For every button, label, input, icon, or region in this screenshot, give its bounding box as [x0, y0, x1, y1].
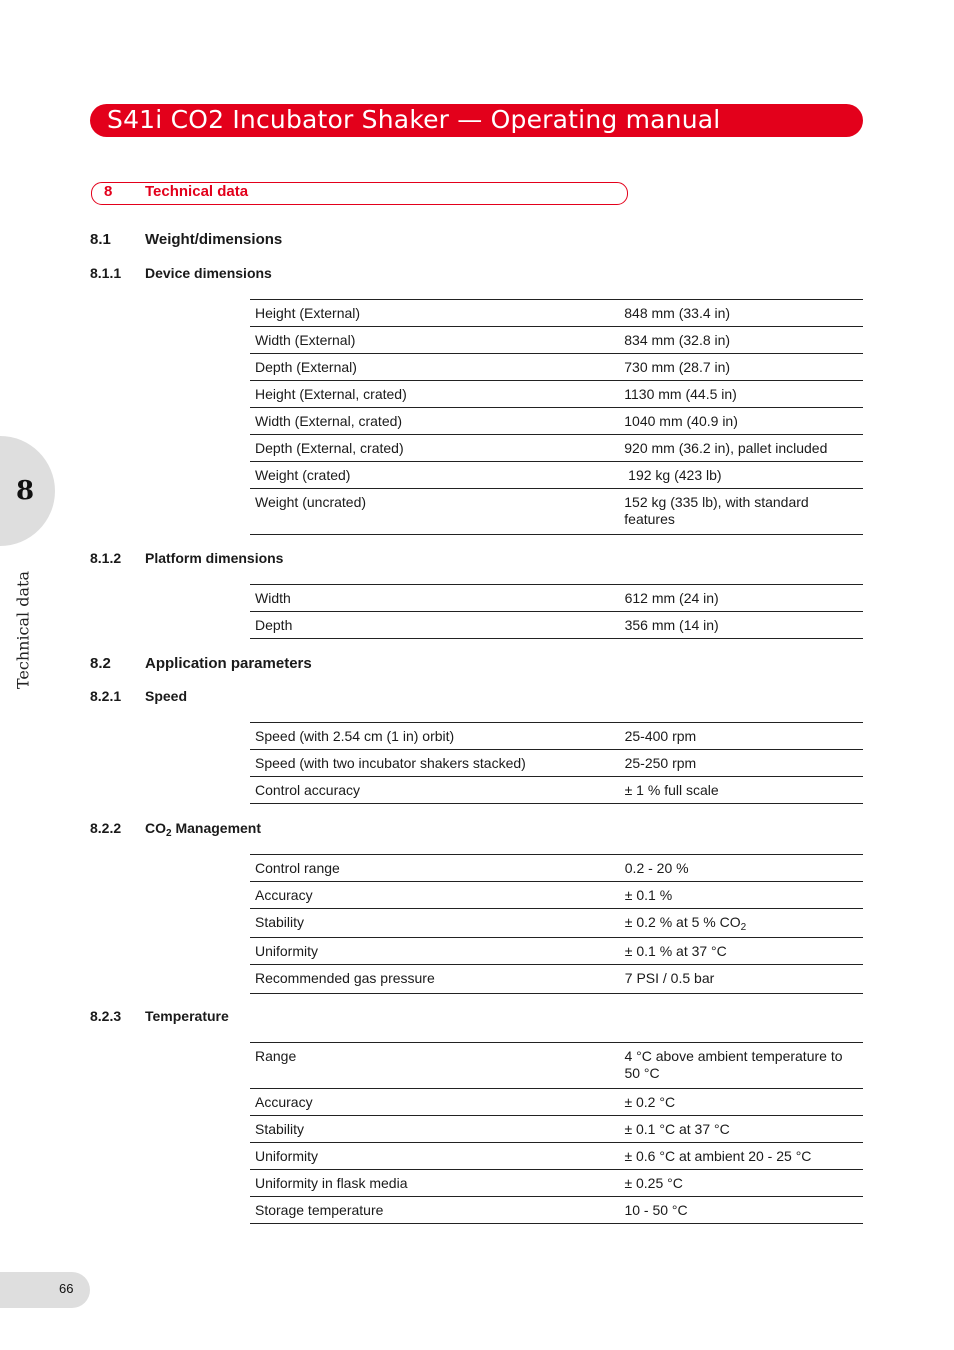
spec-key: Storage temperature: [250, 1197, 615, 1224]
subsection-title: Device dimensions: [145, 265, 272, 281]
title-subscript: 2: [166, 828, 172, 839]
platform-dimensions-table: [250, 584, 863, 639]
spec-key: Control range: [250, 855, 616, 882]
table-row: [250, 882, 863, 909]
spec-value: 0.2 - 20 %: [616, 855, 863, 882]
table-row: [250, 965, 863, 994]
spec-key: Stability: [250, 909, 616, 938]
spec-value: 152 kg (335 lb), with standard features: [615, 489, 863, 535]
spec-value: 612 mm (24 in): [616, 585, 863, 612]
spec-key: Weight (crated): [250, 462, 615, 489]
spec-value: 730 mm (28.7 in): [615, 354, 863, 381]
spec-value: ± 0.6 °C at ambient 20 - 25 °C: [615, 1143, 863, 1170]
spec-key: Uniformity: [250, 938, 616, 965]
spec-value: 1130 mm (44.5 in): [615, 381, 863, 408]
section-number: 8.2: [90, 655, 111, 672]
spec-key: Uniformity: [250, 1143, 615, 1170]
table-row: [250, 909, 863, 938]
spec-value: ± 1 % full scale: [616, 777, 863, 804]
table-row: [250, 1197, 863, 1224]
spec-value: [616, 909, 863, 938]
spec-key: Height (External): [250, 300, 615, 327]
spec-value: ± 0.25 °C: [615, 1170, 863, 1197]
subsection-title: Platform dimensions: [145, 550, 284, 566]
table-row: [250, 489, 863, 535]
spec-value: 1040 mm (40.9 in): [615, 408, 863, 435]
section-title: Application parameters: [145, 655, 312, 672]
spec-key: Weight (uncrated): [250, 489, 615, 535]
spec-value: 10 - 50 °C: [615, 1197, 863, 1224]
table-row: [250, 408, 863, 435]
spec-key: Width (External): [250, 327, 615, 354]
subsection-title: Speed: [145, 688, 188, 704]
value-subscript: 2: [740, 922, 747, 933]
document-title: S41i CO2 Incubator Shaker — Operating manual: [107, 105, 721, 134]
title-text: CO: [145, 820, 166, 836]
page-number: 66: [59, 1281, 74, 1296]
spec-key: Speed (with 2.54 cm (1 in) orbit): [250, 723, 616, 750]
table-row: [250, 435, 863, 462]
co2-management-table: [250, 854, 863, 994]
table-row: [250, 1170, 863, 1197]
spec-key: Accuracy: [250, 1089, 615, 1116]
table-row: [250, 1089, 863, 1116]
table-row: [250, 1116, 863, 1143]
table-row: [250, 381, 863, 408]
table-row: [250, 750, 863, 777]
spec-value: ± 0.1 % at 37 °C: [616, 938, 863, 965]
table-row: [250, 1143, 863, 1170]
spec-key: Depth (External, crated): [250, 435, 615, 462]
table-row: [250, 777, 863, 804]
spec-key: Stability: [250, 1116, 615, 1143]
spec-value: ± 0.2 °C: [615, 1089, 863, 1116]
subsection-title: [145, 820, 261, 837]
spec-key: Depth (External): [250, 354, 615, 381]
table-row: [250, 462, 863, 489]
subsection-number: 8.2.3: [90, 1008, 122, 1024]
side-tab-number: 8: [16, 476, 35, 506]
side-section-label: Technical data: [13, 570, 33, 690]
spec-value: 25-400 rpm: [616, 723, 863, 750]
speed-table: [250, 722, 863, 804]
spec-value: ± 0.1 °C at 37 °C: [615, 1116, 863, 1143]
subsection-title: Temperature: [145, 1008, 229, 1024]
table-row: [250, 855, 863, 882]
spec-key: Speed (with two incubator shakers stacked): [250, 750, 616, 777]
table-row: [250, 327, 863, 354]
section-title: Weight/dimensions: [145, 231, 283, 248]
spec-key: Width: [250, 585, 616, 612]
device-dimensions-table: [250, 299, 863, 535]
spec-key: Width (External, crated): [250, 408, 615, 435]
spec-value: 7 PSI / 0.5 bar: [616, 965, 863, 994]
spec-value: 920 mm (36.2 in), pallet included: [615, 435, 863, 462]
value-text: ± 0.2 % at 5 % CO: [624, 914, 741, 930]
spec-key: Control accuracy: [250, 777, 616, 804]
temperature-table: [250, 1042, 863, 1224]
spec-value: 848 mm (33.4 in): [615, 300, 863, 327]
table-row: [250, 354, 863, 381]
spec-value: 834 mm (32.8 in): [615, 327, 863, 354]
spec-key: Height (External, crated): [250, 381, 615, 408]
chapter-number: 8: [104, 183, 113, 200]
spec-key: Accuracy: [250, 882, 616, 909]
spec-key: Range: [250, 1043, 615, 1089]
spec-key: Depth: [250, 612, 616, 639]
table-row: [250, 300, 863, 327]
title-text: Management: [171, 820, 262, 836]
table-row: [250, 612, 863, 639]
subsection-number: 8.1.1: [90, 265, 122, 281]
subsection-number: 8.2.1: [90, 688, 122, 704]
spec-key: Uniformity in flask media: [250, 1170, 615, 1197]
table-row: [250, 585, 863, 612]
spec-key: Recommended gas pressure: [250, 965, 616, 994]
chapter-title: Technical data: [145, 183, 249, 200]
spec-value: 4 °C above ambient temperature to 50 °C: [615, 1043, 863, 1089]
section-number: 8.1: [90, 231, 111, 248]
table-row: [250, 938, 863, 965]
subsection-number: 8.2.2: [90, 820, 122, 836]
subsection-number: 8.1.2: [90, 550, 122, 566]
spec-value: 356 mm (14 in): [616, 612, 863, 639]
spec-value: ± 0.1 %: [616, 882, 863, 909]
table-row: [250, 1043, 863, 1089]
table-row: [250, 723, 863, 750]
header-banner: [90, 104, 863, 137]
spec-value: 25-250 rpm: [616, 750, 863, 777]
spec-value: 192 kg (423 lb): [615, 462, 863, 489]
page-number-pill: [0, 1272, 90, 1308]
